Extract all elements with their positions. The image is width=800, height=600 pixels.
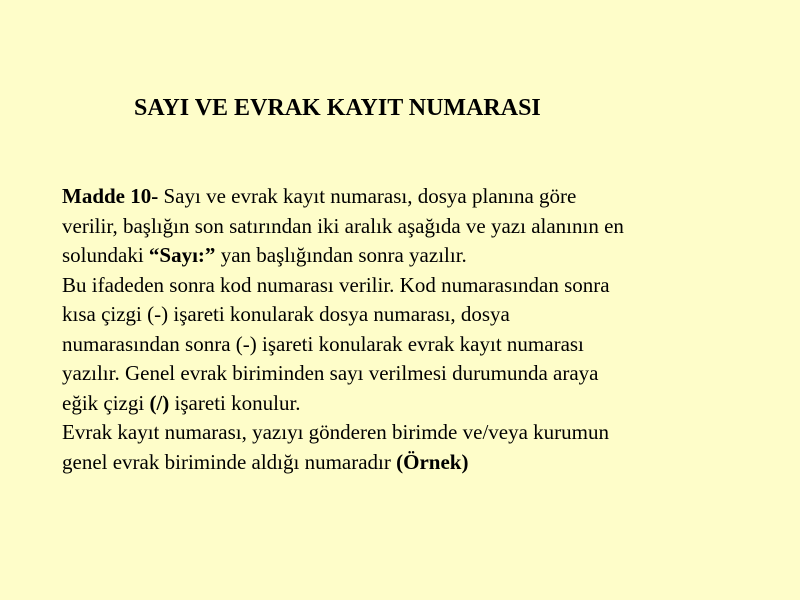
article-label: Madde 10-: [62, 184, 159, 208]
text-line: [62, 389, 752, 419]
text-segment: eğik çizgi: [62, 390, 150, 415]
text-line: [62, 448, 752, 478]
text-line: Evrak kayıt numarası, yazıyı gönderen birimde ve/veya kurumun: [62, 420, 609, 444]
slide-title: SAYI VE EVRAK KAYIT NUMARASI: [134, 95, 541, 121]
bold-term-ornek: (Örnek): [396, 449, 469, 474]
text-segment: yan başlığından sonra yazılır.: [215, 243, 467, 267]
text-line: numarasından sonra (-) işareti konularak evrak kayıt numarası: [62, 331, 584, 356]
text-line: yazılır. Genel evrak biriminden sayı verilmesi durumunda araya: [62, 361, 599, 385]
slide-body-text: [62, 182, 752, 477]
text-line: Bu ifadeden sonra kod numarası verilir. Kod numarasından sonra: [62, 272, 610, 297]
text-line: [62, 241, 752, 271]
text-segment: solundaki: [62, 243, 149, 267]
text-segment: işareti konulur.: [169, 390, 301, 415]
bold-term-sayi: “Sayı:”: [148, 243, 216, 267]
text-segment: genel evrak biriminde aldığı numaradır: [62, 449, 397, 474]
bold-term-slash: (/): [149, 390, 170, 415]
text-line: [62, 182, 752, 212]
text-line: verilir, başlığın son satırından iki aralık aşağıda ve yazı alanının en: [62, 213, 624, 238]
text-line: kısa çizgi (-) işareti konularak dosya numarası, dosya: [62, 302, 510, 326]
text-segment: Sayı ve evrak kayıt numarası, dosya planına göre: [158, 184, 577, 208]
